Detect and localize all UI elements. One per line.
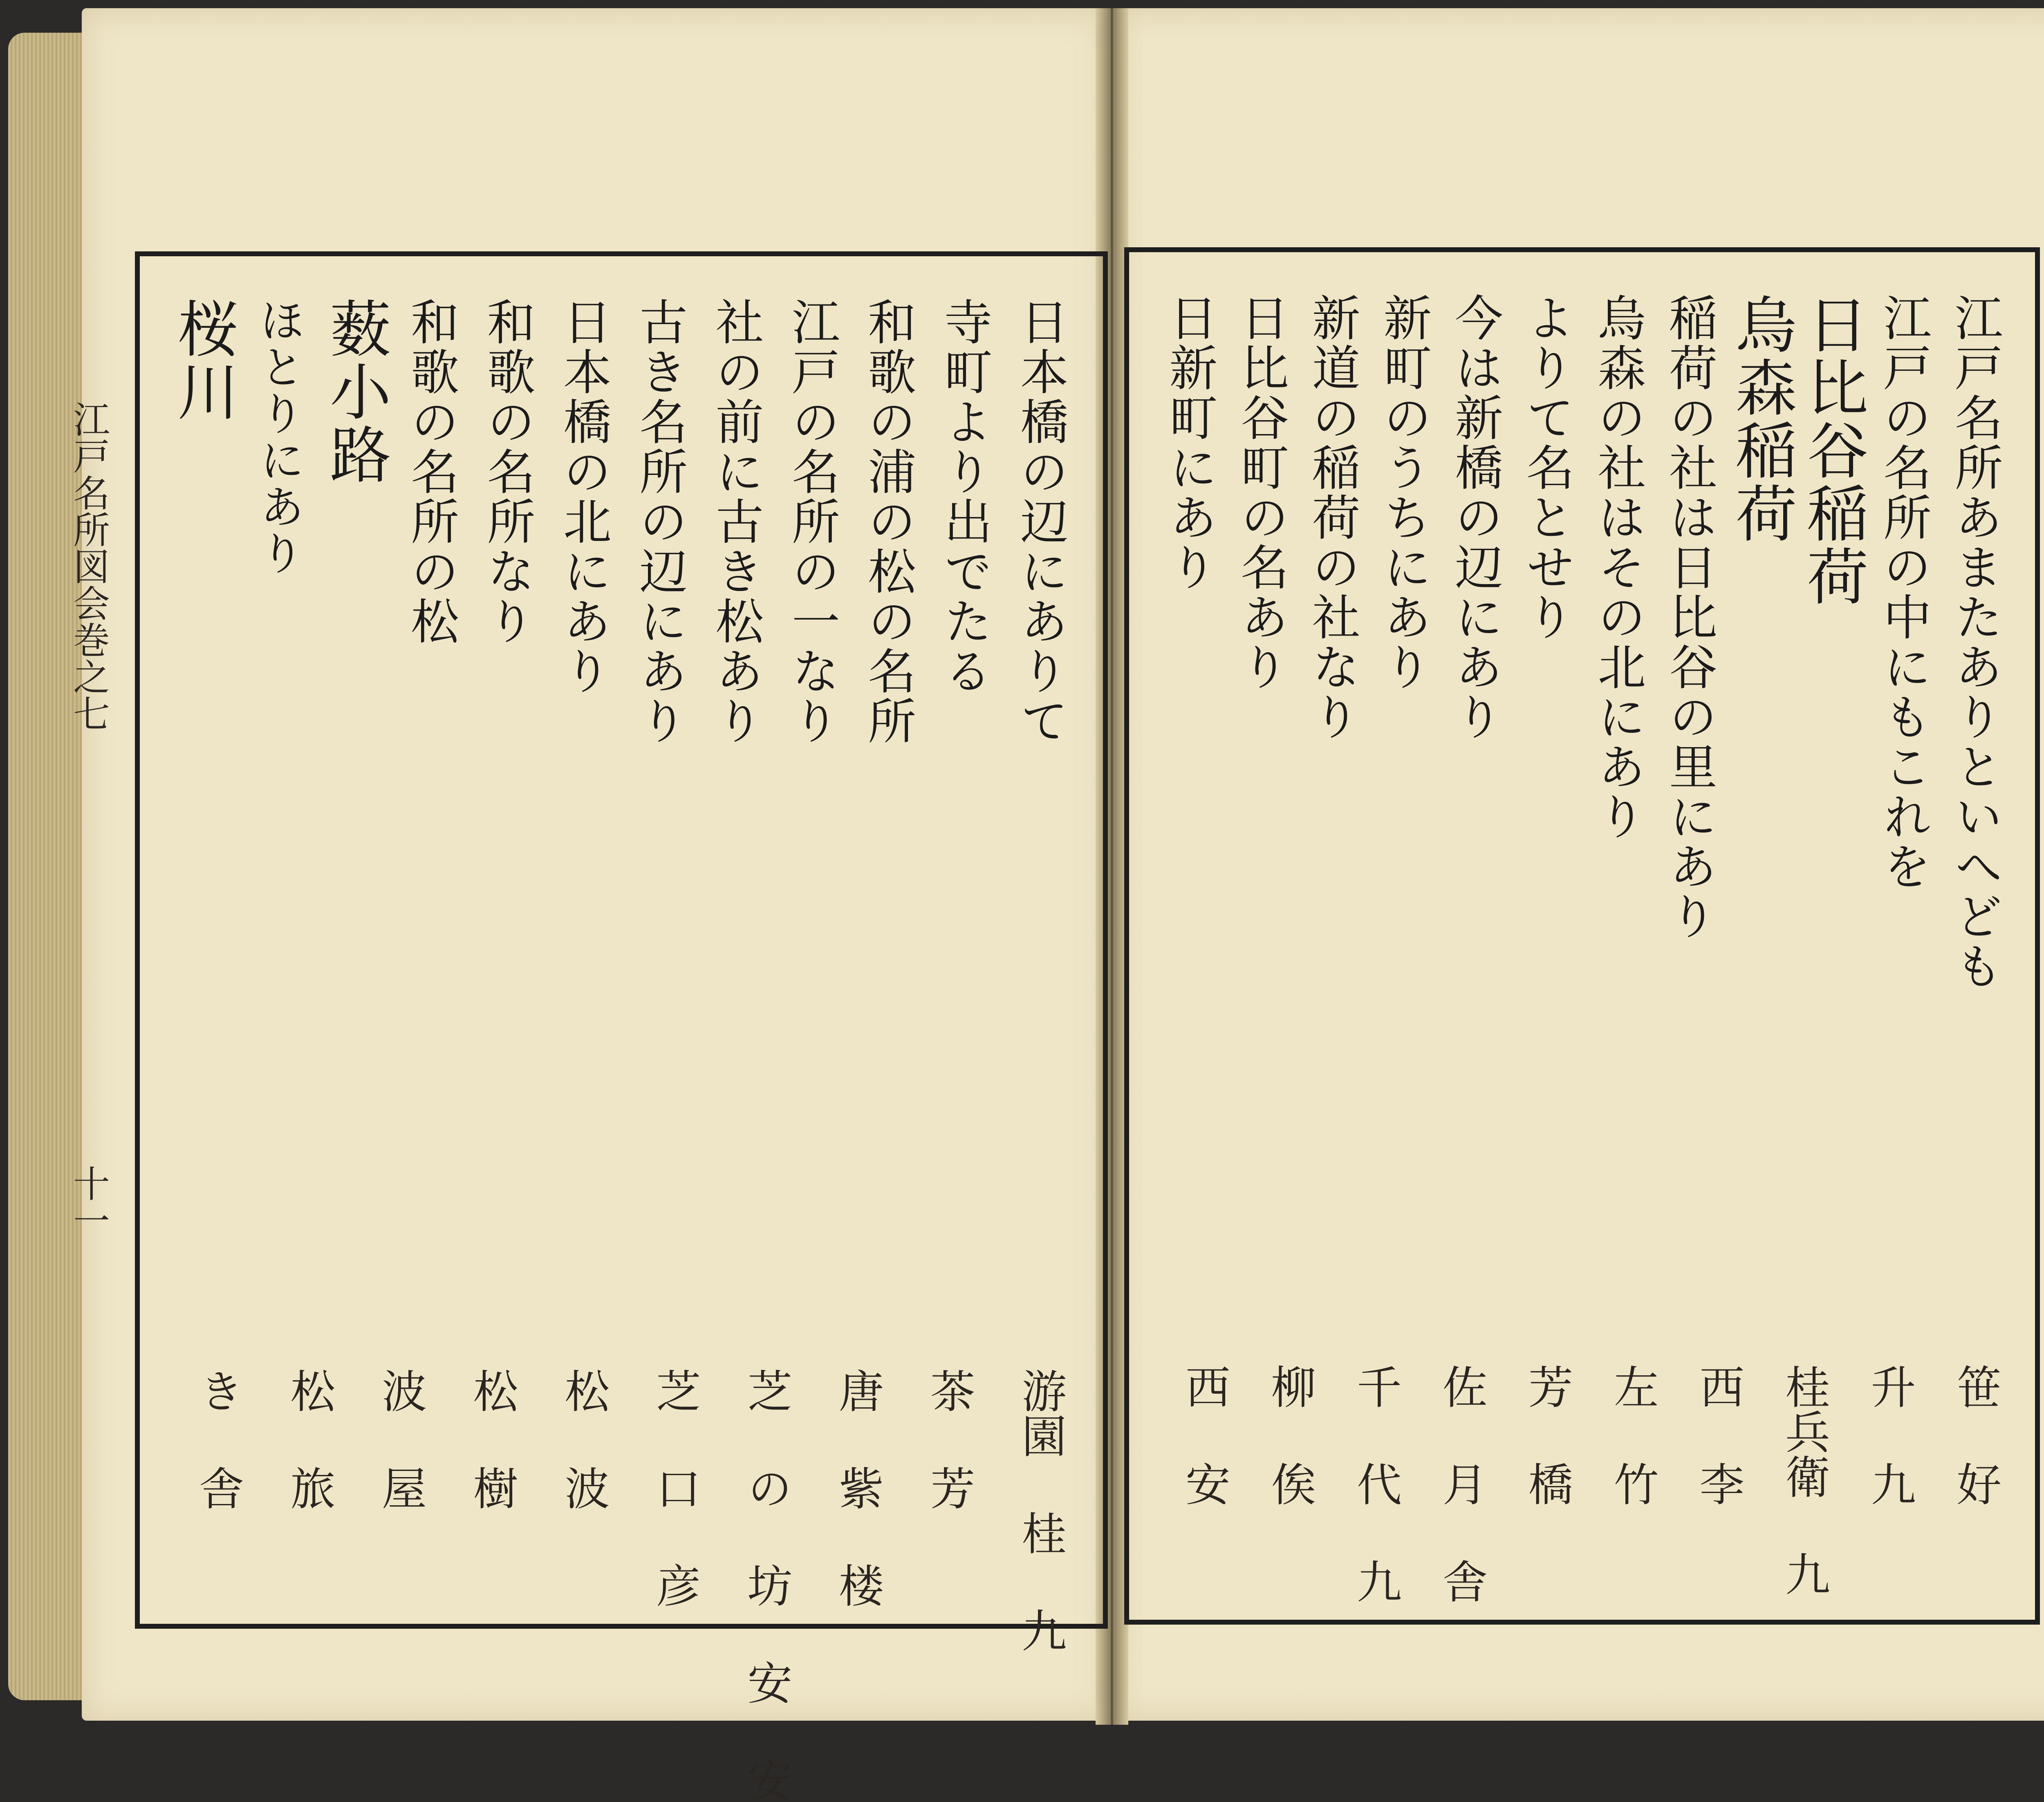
left-text-frame <box>135 251 1108 1802</box>
poet-name: き 舎 <box>191 1368 244 1510</box>
text-column: 江戸の名所の一なり <box>783 297 840 746</box>
poet-name: 茶 芳 <box>923 1368 975 1510</box>
text-column: ほとりにあり <box>252 297 305 577</box>
text-column: 江戸の名所の中にもこれを <box>1875 293 1932 891</box>
poet-name: 左 竹 <box>1606 1364 1659 1506</box>
poet-name: 松 樹 <box>466 1368 518 1510</box>
text-column: 寺町より出でたる <box>936 297 993 696</box>
text-column: 日比谷町の名あり <box>1233 293 1289 692</box>
text-column: 稲荷の社は日比谷の里にあり <box>1661 293 1717 941</box>
text-column: 烏森の社はその北にあり <box>1589 293 1646 842</box>
poet-name: 千 代 九 <box>1349 1364 1402 1603</box>
poet-name: 波 屋 <box>374 1368 427 1510</box>
poet-name: 松 旅 <box>283 1368 336 1510</box>
text-column: 社の前に古き松あり <box>707 297 764 746</box>
poet-name: 佐 月 舎 <box>1435 1364 1488 1603</box>
poet-name: 西 李 <box>1692 1364 1745 1506</box>
poet-name: 芝 口 彦 <box>648 1368 701 1607</box>
poet-name: 笹 好 <box>1949 1364 2002 1506</box>
text-column: 桜川 <box>167 297 238 423</box>
text-column: 古き名所の辺にあり <box>631 297 688 746</box>
text-column: 日新町にあり <box>1161 293 1218 592</box>
left-page-block-edge <box>8 33 90 1700</box>
poet-name: 西 安 <box>1178 1364 1230 1506</box>
text-column: よりて名とせり <box>1518 293 1575 642</box>
poet-name: 柳 俟 <box>1264 1364 1316 1506</box>
left-folio-number: 十一 <box>67 1165 110 1238</box>
text-column: 新道の稲荷の社なり <box>1304 293 1360 742</box>
text-column: 日本橋の辺にありて <box>1012 297 1069 746</box>
poet-name: 桂兵衛 九 <box>1778 1364 1830 1596</box>
poet-name: 升 九 <box>1863 1364 1916 1506</box>
text-column: 日比谷稲荷 <box>1796 293 1868 608</box>
right-text-frame <box>1124 247 2040 1625</box>
left-edge-title: 江戸名所図会巻之七 <box>67 401 110 732</box>
text-column: 和歌の浦の松の名所 <box>860 297 917 746</box>
text-column: 今は新橋の辺にあり <box>1447 293 1503 742</box>
poet-name: 松 波 <box>557 1368 610 1510</box>
text-column: 薮小路 <box>319 297 390 486</box>
text-column: 江戸名所あまたありといへども <box>1946 293 2003 991</box>
poet-name: 芳 橋 <box>1521 1364 1573 1506</box>
text-column: 烏森稲荷 <box>1725 293 1796 545</box>
text-column: 和歌の名所なり <box>479 297 536 646</box>
poet-name: 唐 紫 楼 <box>831 1368 884 1607</box>
text-column: 日本橋の北にあり <box>555 297 612 696</box>
poet-name: 芝 の 坊 安 安 <box>740 1368 793 1802</box>
text-column: 新町のうちにあり <box>1375 293 1432 692</box>
text-column: 和歌の名所の松 <box>403 297 459 646</box>
poet-name: 游園 桂 九 <box>1014 1368 1067 1652</box>
